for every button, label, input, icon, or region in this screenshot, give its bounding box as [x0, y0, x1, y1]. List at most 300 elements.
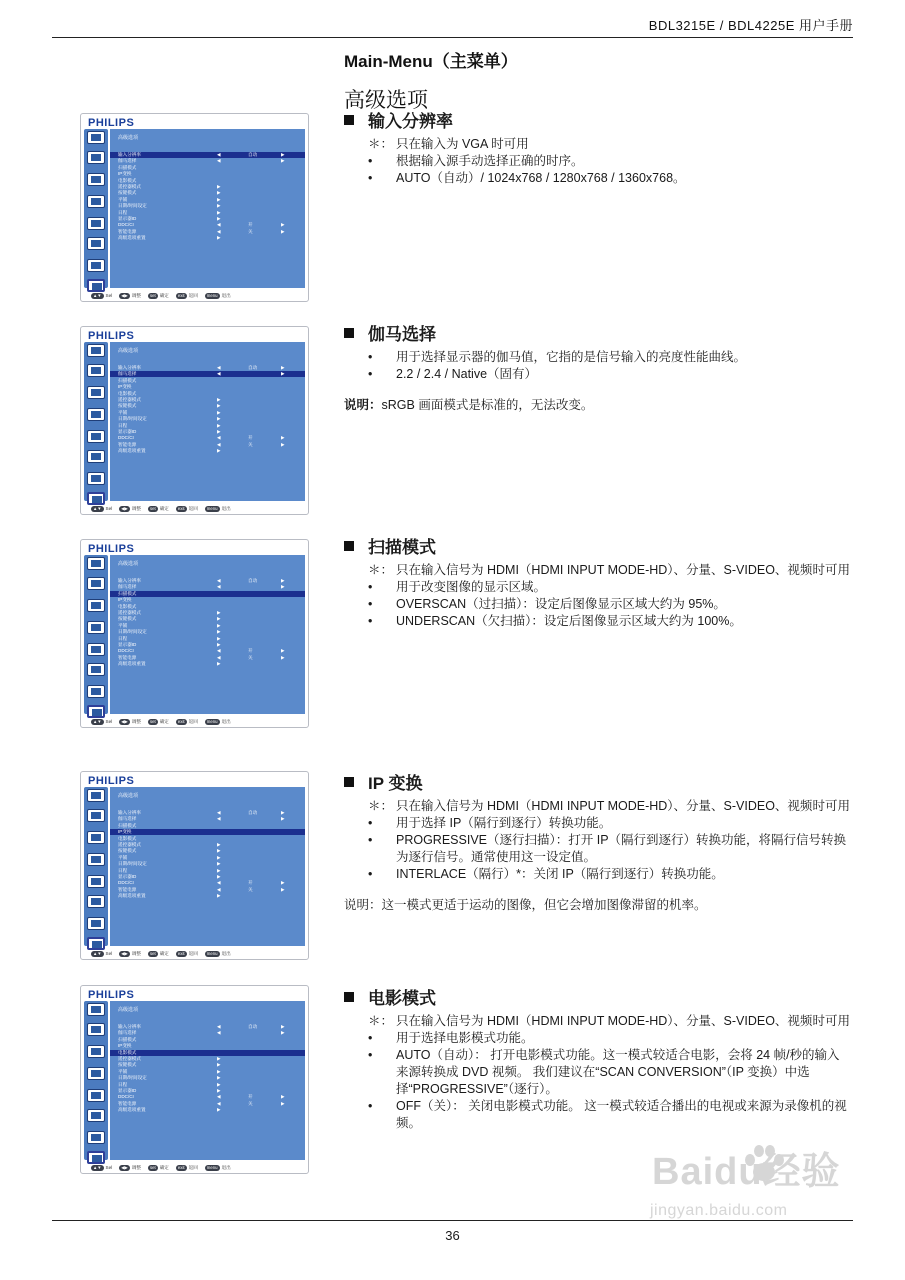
menu-category-icon — [87, 809, 105, 822]
watermark-url: jingyan.baidu.com — [650, 1202, 788, 1219]
osd-key: ◀▶ — [121, 292, 128, 298]
item-text: INTERLACE（隔行）*：关闭 IP（隔行到逐行）转换功能。 — [396, 867, 724, 881]
item-text: 只在输入信号为 HDMI（HDMI INPUT MODE-HD）、分量、S-VIDEO、视频时可用 — [396, 1014, 850, 1028]
osd-row-label: 按键模式 — [118, 848, 137, 854]
osd-right-arrow: ▶ — [281, 886, 285, 892]
osd-row — [110, 1082, 305, 1088]
osd-left-arrow: ▶ — [217, 1081, 221, 1087]
osd-row — [110, 829, 305, 835]
menu-category-icon — [87, 1023, 105, 1036]
osd-row-label: 伽马选择 — [118, 816, 137, 822]
osd-right-arrow: ▶ — [281, 578, 285, 583]
osd-sidebar — [84, 787, 108, 946]
osd-row — [110, 184, 305, 190]
menu-category-icon — [87, 853, 105, 866]
osd-left-arrow: ▶ — [217, 422, 221, 428]
osd-left-arrow: ▶ — [217, 610, 221, 615]
osd-row-label: 日期/时间设定 — [118, 861, 147, 867]
osd-key-label: 退出 — [221, 1165, 231, 1171]
osd-key-label: 退出 — [221, 719, 231, 725]
osd-left-arrow: ◀ — [217, 371, 221, 377]
osd-row — [110, 448, 305, 454]
osd-row — [110, 423, 305, 429]
osd-right-arrow: ▶ — [281, 1100, 285, 1106]
section-title — [344, 984, 852, 1009]
osd-row-label: 扫描模式 — [118, 822, 137, 828]
osd-row-label: 日程 — [118, 867, 128, 873]
osd-row — [110, 655, 305, 661]
osd-left-arrow: ▶ — [217, 842, 221, 847]
osd-row — [110, 648, 305, 654]
menu-category-icon — [87, 1089, 105, 1102]
note — [344, 397, 852, 414]
osd-title: 高级选项 — [118, 1007, 139, 1013]
osd-left-arrow: ◀ — [217, 1094, 221, 1100]
osd-left-arrow: ▶ — [217, 642, 221, 647]
osd-key-label: 返回 — [188, 1165, 198, 1171]
square-bullet-icon — [344, 541, 354, 551]
osd-key: exit — [177, 1164, 185, 1170]
osd-key: ◀▶ — [121, 950, 128, 956]
osd-row-label: 遥控器模式 — [118, 397, 141, 402]
osd-row-label: DDC/CI — [118, 648, 134, 654]
osd-right-arrow: ▶ — [281, 648, 285, 654]
osd-row — [110, 1075, 305, 1081]
menu-category-icon — [87, 195, 105, 208]
osd-row-label: 电影模式 — [118, 835, 137, 841]
menu-category-icon — [87, 643, 105, 656]
osd-row-label: 智能电源 — [118, 886, 137, 892]
osd-key: exit — [177, 505, 185, 511]
osd-key: menu — [206, 505, 218, 511]
osd-row — [110, 810, 305, 816]
osd-left-arrow: ▶ — [217, 867, 221, 873]
section-title-text: IP 变换 — [368, 774, 423, 793]
list-item — [344, 1047, 852, 1098]
item-text: 根据输入源手动选择正确的时序。 — [396, 154, 584, 168]
item-text: 2.2 / 2.4 / Native（固有） — [396, 367, 538, 381]
note-label: 说明： — [344, 398, 382, 412]
osd-row-value: 自动 — [248, 1024, 258, 1029]
osd-row — [110, 384, 305, 390]
item-text: 用于选择 IP（隔行到逐行）转换功能。 — [396, 816, 612, 830]
osd-sidebar — [84, 342, 108, 501]
osd-row-label: 显示器ID — [118, 1088, 137, 1093]
osd-row-label: 平铺 — [118, 854, 128, 860]
osd-right-arrow: ▶ — [281, 365, 285, 370]
osd-key-label: 返回 — [188, 293, 198, 299]
osd-right-arrow: ▶ — [281, 152, 285, 157]
osd-left-arrow: ▶ — [217, 235, 221, 241]
osd-row-value: 开 — [248, 1094, 253, 1100]
osd-row — [110, 855, 305, 861]
osd-row-label: 伽马选择 — [118, 158, 137, 164]
osd-right-arrow: ▶ — [281, 1030, 285, 1036]
osd-left-arrow: ◀ — [217, 816, 221, 822]
osd-key: menu — [206, 292, 218, 298]
osd-row-label: 显示器ID — [118, 216, 137, 221]
osd-row-label: 按键模式 — [118, 1062, 137, 1068]
osd-key-label: 确定 — [159, 293, 169, 299]
osd-row — [110, 836, 305, 842]
osd-row-value: 关 — [248, 1100, 253, 1106]
osd-left-arrow: ▶ — [217, 1107, 221, 1113]
osd-left-arrow: ◀ — [217, 648, 221, 654]
osd-row — [110, 597, 305, 603]
osd-key-label: 退出 — [221, 506, 231, 512]
osd-row — [110, 403, 305, 409]
osd-row — [110, 397, 305, 403]
osd-row-label: 平铺 — [118, 409, 128, 415]
osd-row — [110, 823, 305, 829]
menu-category-icon — [87, 364, 105, 377]
osd-row-label: DDC/CI — [118, 222, 134, 228]
osd-row — [110, 1062, 305, 1068]
section-title-text: 伽马选择 — [368, 325, 436, 344]
osd-right-arrow: ▶ — [281, 228, 285, 234]
item-marker: • — [368, 1099, 373, 1113]
osd-row-label: 电影模式 — [118, 390, 137, 396]
menu-category-icon — [87, 1131, 105, 1144]
osd-right-arrow: ▶ — [281, 1024, 285, 1029]
osd-row-label: 高级选项重置 — [118, 893, 146, 899]
osd-row-label: 智能电源 — [118, 441, 137, 447]
osd-row-label: DDC/CI — [118, 435, 134, 441]
baidu-watermark — [640, 1140, 855, 1220]
philips-logo: PHILIPS — [88, 543, 135, 555]
osd-row-label: 日期/时间设定 — [118, 1075, 147, 1081]
osd-footer — [84, 949, 305, 958]
osd-row — [110, 152, 305, 158]
osd-key: set — [149, 292, 156, 298]
osd-row — [110, 1069, 305, 1075]
list-item — [344, 596, 852, 613]
osd-row — [110, 642, 305, 648]
osd-row-label: 日程 — [118, 1081, 128, 1087]
osd-panel — [110, 555, 305, 714]
main-menu-heading: Main-Menu（主菜单） — [344, 52, 518, 71]
section-title — [344, 107, 852, 132]
list-item — [344, 136, 852, 153]
menu-category-icon — [87, 895, 105, 908]
item-marker: • — [368, 1048, 373, 1062]
osd-key-label: 调整 — [131, 506, 141, 512]
list-item — [344, 170, 852, 187]
osd-left-arrow: ◀ — [217, 886, 221, 892]
menu-category-icon — [87, 1003, 105, 1016]
osd-key: exit — [177, 950, 185, 956]
menu-category-icon — [87, 663, 105, 676]
osd-row-label: 按键模式 — [118, 403, 137, 409]
osd-row-label: 智能电源 — [118, 654, 137, 660]
menu-category-icon — [87, 831, 105, 844]
menu-category-icon — [87, 131, 105, 144]
osd-row-label: 按键模式 — [118, 190, 137, 196]
osd-left-arrow: ▶ — [217, 190, 221, 196]
item-text: PROGRESSIVE（逐行扫描）：打开 IP（隔行到逐行）转换功能，将隔行信号转换为逐行信号。通常使用这一设定值。 — [396, 833, 847, 864]
osd-row-label: 智能电源 — [118, 1100, 137, 1106]
osd-row-value: 关 — [248, 441, 253, 447]
osd-row-value: 开 — [248, 435, 253, 441]
osd-row — [110, 816, 305, 822]
menu-category-icon — [87, 1109, 105, 1122]
osd-panel — [110, 129, 305, 288]
osd-screenshot — [80, 539, 309, 728]
osd-key-label: 调整 — [131, 719, 141, 725]
osd-screenshot — [80, 985, 309, 1174]
osd-key-label: 调整 — [131, 951, 141, 957]
section-title-text: 输入分辨率 — [368, 112, 453, 131]
osd-left-arrow: ◀ — [217, 365, 221, 370]
menu-category-icon — [87, 408, 105, 421]
osd-row — [110, 661, 305, 667]
osd-key-label: Sel — [105, 951, 113, 957]
osd-row — [110, 604, 305, 610]
osd-left-arrow: ◀ — [217, 654, 221, 660]
osd-key-label: 返回 — [188, 506, 198, 512]
osd-row — [110, 1088, 305, 1094]
item-marker: • — [368, 816, 373, 830]
osd-left-arrow: ▶ — [217, 893, 221, 899]
osd-left-arrow: ◀ — [217, 441, 221, 447]
osd-row-label: 伽马选择 — [118, 371, 137, 377]
osd-row — [110, 1101, 305, 1107]
osd-row-label: 输入分辨率 — [118, 152, 141, 157]
square-bullet-icon — [344, 777, 354, 787]
osd-row-label: 日程 — [118, 422, 128, 428]
osd-left-arrow: ▶ — [217, 854, 221, 860]
osd-row-label: 扫描模式 — [118, 377, 137, 383]
section-title — [344, 533, 852, 558]
section-ip-conversion — [344, 769, 852, 914]
section-title-text: 电影模式 — [368, 989, 436, 1008]
osd-row-value: 关 — [248, 228, 253, 234]
osd-row-label: IP变换 — [118, 171, 132, 177]
osd-row — [110, 887, 305, 893]
osd-row — [110, 636, 305, 642]
osd-title: 高级选项 — [118, 793, 139, 799]
section-film-mode — [344, 984, 852, 1132]
osd-row — [110, 610, 305, 616]
list-item — [344, 866, 852, 883]
osd-left-arrow: ◀ — [217, 158, 221, 164]
osd-row — [110, 874, 305, 880]
osd-row-label: 输入分辨率 — [118, 810, 141, 815]
osd-left-arrow: ▶ — [217, 209, 221, 215]
osd-row-label: IP变换 — [118, 829, 132, 835]
osd-key-label: Sel — [105, 506, 113, 512]
osd-right-arrow: ▶ — [281, 1094, 285, 1100]
osd-right-arrow: ▶ — [281, 654, 285, 660]
osd-row-value: 自动 — [248, 365, 258, 370]
osd-key: set — [149, 505, 156, 511]
osd-key: exit — [177, 718, 185, 724]
item-text: 只在输入为 VGA 时可用 — [396, 137, 529, 151]
osd-row-value: 关 — [248, 654, 253, 660]
osd-key-label: 调整 — [131, 293, 141, 299]
osd-row — [110, 235, 305, 241]
osd-row-label: 输入分辨率 — [118, 1024, 141, 1029]
list-item — [344, 815, 852, 832]
osd-key: set — [149, 950, 156, 956]
list-item — [344, 798, 852, 815]
osd-row — [110, 416, 305, 422]
osd-row — [110, 623, 305, 629]
osd-left-arrow: ◀ — [217, 584, 221, 590]
osd-key-label: 确定 — [159, 506, 169, 512]
osd-row-value: 开 — [248, 648, 253, 654]
item-marker: • — [368, 367, 373, 381]
osd-row-label: 日程 — [118, 635, 128, 641]
osd-key: set — [149, 718, 156, 724]
osd-left-arrow: ▶ — [217, 622, 221, 628]
section-title — [344, 769, 852, 794]
osd-screenshot — [80, 771, 309, 960]
osd-row-value: 自动 — [248, 578, 258, 583]
osd-key-label: Sel — [105, 1165, 113, 1171]
osd-screenshot — [80, 113, 309, 302]
item-text: AUTO（自动）/ 1024x768 / 1280x768 / 1360x768。 — [396, 171, 686, 185]
item-marker: ＊： — [368, 137, 394, 151]
osd-left-arrow: ▶ — [217, 635, 221, 641]
osd-row-label: 伽马选择 — [118, 1030, 137, 1036]
menu-category-icon — [87, 789, 105, 802]
osd-left-arrow: ◀ — [217, 1024, 221, 1029]
osd-row-label: 显示器ID — [118, 429, 137, 434]
menu-category-icon — [87, 599, 105, 612]
osd-left-arrow: ▶ — [217, 429, 221, 434]
osd-row — [110, 880, 305, 886]
osd-left-arrow: ▶ — [217, 397, 221, 402]
osd-row — [110, 584, 305, 590]
menu-category-icon — [87, 917, 105, 930]
menu-category-icon — [87, 217, 105, 230]
osd-right-arrow: ▶ — [281, 584, 285, 590]
osd-key-label: 确定 — [159, 951, 169, 957]
item-marker: • — [368, 833, 373, 847]
manual-title: BDL3215E / BDL4225E 用户手册 — [648, 18, 853, 33]
section-title-text: 扫描模式 — [368, 538, 436, 557]
osd-left-arrow: ▶ — [217, 616, 221, 622]
osd-left-arrow: ◀ — [217, 152, 221, 157]
menu-category-icon — [87, 621, 105, 634]
osd-row-label: 输入分辨率 — [118, 365, 141, 370]
osd-row — [110, 229, 305, 235]
osd-row-label: 遥控器模式 — [118, 842, 141, 847]
osd-row-label: 平铺 — [118, 622, 128, 628]
osd-row-label: 电影模式 — [118, 1049, 137, 1055]
osd-key: set — [149, 1164, 156, 1170]
osd-left-arrow: ◀ — [217, 228, 221, 234]
osd-left-arrow: ▶ — [217, 1068, 221, 1074]
osd-row — [110, 616, 305, 622]
osd-key-label: 确定 — [159, 1165, 169, 1171]
osd-row-value: 开 — [248, 222, 253, 228]
osd-row — [110, 591, 305, 597]
osd-row-label: 日程 — [118, 209, 128, 215]
menu-category-icon — [87, 577, 105, 590]
osd-row-label: DDC/CI — [118, 880, 134, 886]
osd-panel — [110, 342, 305, 501]
osd-row-label: 显示器ID — [118, 874, 137, 879]
osd-key: ▲▼ — [93, 950, 102, 956]
osd-row-label: 输入分辨率 — [118, 578, 141, 583]
osd-left-arrow: ▶ — [217, 629, 221, 635]
osd-row-label: 扫描模式 — [118, 590, 137, 596]
osd-left-arrow: ▶ — [217, 848, 221, 854]
osd-left-arrow: ▶ — [217, 448, 221, 454]
item-text: OVERSCAN（过扫描）：设定后图像显示区域大约为 95%。 — [396, 597, 726, 611]
osd-row — [110, 629, 305, 635]
osd-row — [110, 842, 305, 848]
osd-row — [110, 893, 305, 899]
osd-row — [110, 210, 305, 216]
osd-row-value: 关 — [248, 886, 253, 892]
osd-key-label: 退出 — [221, 951, 231, 957]
osd-row — [110, 203, 305, 209]
osd-row — [110, 178, 305, 184]
osd-left-arrow: ▶ — [217, 216, 221, 221]
page-number: 36 — [445, 1228, 460, 1243]
osd-row — [110, 1094, 305, 1100]
osd-left-arrow: ▶ — [217, 1056, 221, 1061]
osd-left-arrow: ▶ — [217, 203, 221, 209]
osd-row — [110, 1056, 305, 1062]
list-item — [344, 1013, 852, 1030]
osd-row-label: 日期/时间设定 — [118, 416, 147, 422]
osd-row — [110, 391, 305, 397]
osd-row — [110, 410, 305, 416]
osd-left-arrow: ▶ — [217, 861, 221, 867]
osd-row — [110, 190, 305, 196]
item-marker: ＊： — [368, 563, 394, 577]
osd-row-label: 电影模式 — [118, 177, 137, 183]
osd-row-value: 自动 — [248, 810, 258, 815]
osd-key: menu — [206, 718, 218, 724]
osd-left-arrow: ▶ — [217, 416, 221, 422]
osd-key: menu — [206, 950, 218, 956]
osd-panel — [110, 787, 305, 946]
item-marker: • — [368, 614, 373, 628]
item-text: 只在输入信号为 HDMI（HDMI INPUT MODE-HD）、分量、S-VIDEO、视频时可用 — [396, 799, 850, 813]
menu-category-icon — [87, 237, 105, 250]
list-item — [344, 832, 852, 866]
item-text: 用于选择显示器的伽马值，它指的是信号输入的亮度性能曲线。 — [396, 350, 747, 364]
footer-rule — [52, 1220, 853, 1221]
osd-row — [110, 158, 305, 164]
osd-row-label: 智能电源 — [118, 228, 137, 234]
section-input-resolution — [344, 107, 852, 187]
item-marker: • — [368, 350, 373, 364]
menu-category-icon — [87, 685, 105, 698]
note-text: 说明：这一模式更适于运动的图像，但它会增加图像滞留的机率。 — [344, 898, 707, 912]
osd-right-arrow: ▶ — [281, 810, 285, 815]
osd-footer — [84, 717, 305, 726]
osd-row-label: 平铺 — [118, 1068, 128, 1074]
osd-row-value: 开 — [248, 880, 253, 886]
philips-logo: PHILIPS — [88, 989, 135, 1001]
osd-left-arrow: ▶ — [217, 1062, 221, 1068]
osd-row — [110, 216, 305, 222]
osd-key-label: 调整 — [131, 1165, 141, 1171]
list-item — [344, 1098, 852, 1132]
osd-right-arrow: ▶ — [281, 435, 285, 441]
osd-left-arrow: ◀ — [217, 810, 221, 815]
osd-row-label: 遥控器模式 — [118, 1056, 141, 1061]
osd-row-label: 扫描模式 — [118, 1036, 137, 1042]
list-item — [344, 366, 852, 383]
osd-key: ◀▶ — [121, 718, 128, 724]
